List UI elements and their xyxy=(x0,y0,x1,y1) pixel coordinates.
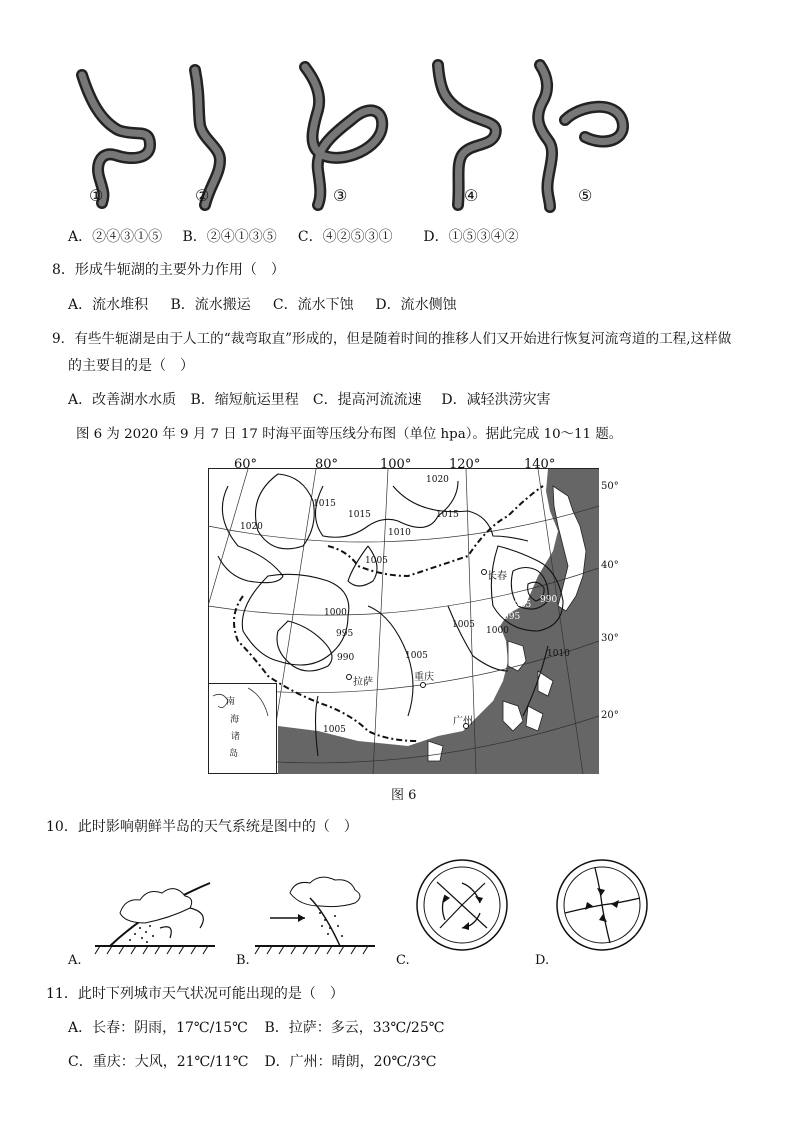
isobar-label: 1020 xyxy=(426,475,449,485)
lat-label-20: 20° xyxy=(601,710,619,721)
q11-options-row2 xyxy=(68,1053,436,1071)
isobar-label: 1000 xyxy=(324,608,347,618)
lat-label-30: 30° xyxy=(601,633,619,644)
inset-label: 南 xyxy=(226,697,236,707)
city-label-changchun: 长春 xyxy=(487,571,507,582)
q7-option-c[interactable]: C．④②⑤③① xyxy=(297,229,393,245)
city-label-chongqing: 重庆 xyxy=(414,672,434,683)
q8-option-a[interactable]: A．流水堆积 xyxy=(68,297,149,313)
q11-options-row1 xyxy=(68,1019,444,1037)
q7-option-d[interactable]: D．①⑤③④② xyxy=(423,229,519,245)
q10-stem: 10．此时影响朝鲜半岛的天气系统是图中的（ ） xyxy=(46,819,358,835)
lon-label-140: 140° xyxy=(524,457,556,472)
meander-label-5: ⑤ xyxy=(578,186,593,205)
q11-stem: 11．此时下列城市天气状况可能出现的是（ ） xyxy=(46,986,344,1002)
q8-option-d[interactable]: D．流水侧蚀 xyxy=(375,297,457,313)
meander-river-1 xyxy=(82,75,150,203)
isobar-label: 995 xyxy=(336,629,354,639)
q9-option-a[interactable]: A．改善湖水水质 xyxy=(68,392,177,408)
inset-box xyxy=(209,684,277,774)
isobar-label: 1015 xyxy=(348,510,371,520)
meander-river-3 xyxy=(305,67,382,205)
isobar-label: 990 xyxy=(337,653,355,663)
isobar-label: 1005 xyxy=(452,620,475,630)
q10-option-c-label[interactable]: C. xyxy=(396,953,410,968)
lon-label-60: 60° xyxy=(234,457,258,472)
q8-stem: 8．形成牛轭湖的主要外力作用（ ） xyxy=(52,262,285,278)
q8-option-c[interactable]: C．流水下蚀 xyxy=(272,297,354,313)
isobar-label: 1015 xyxy=(436,510,459,520)
q11-option-c[interactable]: C．重庆：大风，21℃/11℃ xyxy=(68,1054,249,1070)
isobar-label: 1000 xyxy=(486,626,509,636)
lat-label-40: 40° xyxy=(601,560,619,571)
q8-options xyxy=(68,296,457,314)
cyclone-diagram xyxy=(555,858,650,953)
isobar-label: 995 xyxy=(503,612,521,622)
q9-option-c[interactable]: C．提高河流流速 xyxy=(312,392,422,408)
q9-option-b[interactable]: B．缩短航运里程 xyxy=(190,392,299,408)
q11-option-d[interactable]: D．广州：晴朗，20℃/3℃ xyxy=(264,1054,437,1070)
q10-option-b-label[interactable]: B. xyxy=(236,953,250,968)
lon-label-120: 120° xyxy=(449,457,481,472)
meander-label-1: ① xyxy=(89,186,104,205)
q7-option-a[interactable]: A．②④③①⑤ xyxy=(68,229,163,245)
isobar-label: 985 xyxy=(514,600,532,610)
inset-label: 海 xyxy=(230,715,240,725)
anticyclone-diagram xyxy=(415,858,510,953)
meander-label-3: ③ xyxy=(333,186,348,205)
isobar-map xyxy=(208,456,600,774)
q10-option-d-label[interactable]: D. xyxy=(535,953,550,968)
q8-option-b[interactable]: B．流水搬运 xyxy=(170,297,251,313)
warm-front-diagram xyxy=(250,868,380,958)
q11-option-a[interactable]: A．长春：阴雨，17℃/15℃ xyxy=(68,1020,248,1036)
isobar-label: 1005 xyxy=(405,651,428,661)
lon-label-80: 80° xyxy=(315,457,339,472)
cold-front-diagram xyxy=(90,868,220,958)
isobar-label: 1010 xyxy=(547,649,570,659)
q9-stem-line2: 的主要目的是（ ） xyxy=(68,358,194,374)
isobar-label: 1015 xyxy=(313,499,336,509)
isobar-label: 1010 xyxy=(388,528,411,538)
q11-option-b[interactable]: B．拉萨：多云，33℃/25℃ xyxy=(264,1020,445,1036)
map-intro: 图 6 为 2020 年 9 月 7 日 17 时海平面等压线分布图（单位 hpa）。据此完成 10～11 题。 xyxy=(76,427,623,442)
isobar-label: 1005 xyxy=(365,556,388,566)
q7-options xyxy=(68,228,519,246)
lat-label-50: 50° xyxy=(601,481,619,492)
map-caption: 图 6 xyxy=(391,788,417,803)
isobar-label: 990 xyxy=(540,595,558,605)
meander-river-4 xyxy=(438,65,496,205)
city-label-lhasa: 拉萨 xyxy=(353,677,373,688)
meander-label-4: ④ xyxy=(464,186,479,205)
inset-label: 诸 xyxy=(231,732,241,742)
q10-option-a-label[interactable]: A. xyxy=(68,953,82,968)
q7-option-b[interactable]: B．②④①③⑤ xyxy=(182,229,277,245)
isobar-label: 1005 xyxy=(323,725,346,735)
isobar-label: 1020 xyxy=(240,522,263,532)
meander-label-2: ② xyxy=(195,186,210,205)
lon-label-100: 100° xyxy=(380,457,412,472)
meander-river-2 xyxy=(195,70,220,205)
inset-label: 岛 xyxy=(229,749,239,759)
q9-options xyxy=(68,391,551,409)
meander-diagram xyxy=(60,55,660,215)
q9-stem-line1: 9．有些牛轭湖是由于人工的“裁弯取直”形成的，但是随着时间的推移人们又开始进行恢复河流弯道的工程,这样做 xyxy=(52,331,732,347)
city-label-guangzhou: 广州 xyxy=(453,716,473,727)
q9-option-d[interactable]: D．减轻洪涝灾害 xyxy=(441,392,551,408)
